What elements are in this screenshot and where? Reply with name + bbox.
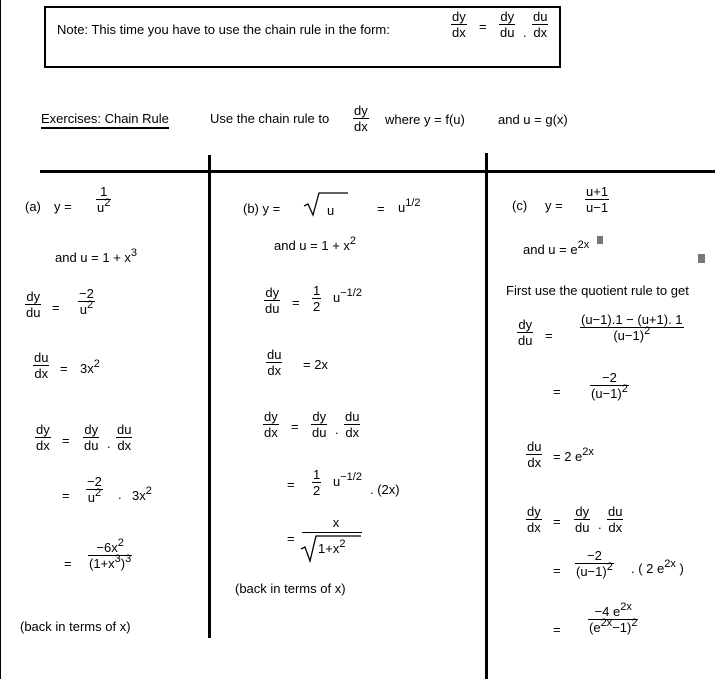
equals-sign: = — [553, 514, 561, 529]
b-dydu: dy du — [265, 285, 280, 316]
a-step-frac: −2 $u^2$ — [87, 474, 102, 505]
b-u-m12-2: $u^{-1/2}$ — [333, 471, 362, 489]
b-u: u — [327, 203, 335, 218]
exercises-intro: Use the chain rule to — [210, 111, 330, 126]
dot: . — [335, 422, 339, 437]
label-c: (c) — [512, 198, 528, 213]
c-times-2e2x: . ( 2 $e^{2x}$ ) — [631, 558, 684, 576]
sqrt-icon — [302, 191, 350, 217]
equals-sign: = — [291, 419, 299, 434]
b-final-den: $1+x^2$ — [318, 538, 346, 556]
col-divider-1a — [208, 155, 211, 375]
equals-sign: = — [545, 328, 553, 343]
equals-sign: = — [62, 433, 70, 448]
equals-sign: = — [52, 300, 60, 315]
note-box — [44, 6, 561, 68]
c-2e2x: = 2 $e^{2x}$ — [553, 446, 594, 464]
b-2x: = 2x — [303, 357, 328, 372]
dot: . — [118, 487, 122, 502]
note-dydx: dy dx — [452, 9, 466, 40]
b-chain-dydx: dy dx — [264, 409, 278, 440]
c-chain-dydu: dy du — [575, 504, 590, 535]
equals-sign: = — [479, 19, 487, 34]
dot: . — [523, 25, 527, 40]
a-chain-dydu: dy du — [84, 422, 99, 453]
c-and-u: and $u = e^{2x}$ — [523, 239, 590, 257]
dot: . — [107, 436, 111, 451]
c-result: −4 $e^{2x}$ $(e^{2x}-1)^2$ — [589, 601, 638, 635]
equals-sign: = — [60, 361, 68, 376]
label-a: (a) — [25, 199, 41, 214]
c-step-frac: −2 $(u-1)^2$ — [576, 548, 613, 579]
equals-sign: = — [287, 477, 295, 492]
label-b: (b) y = — [243, 201, 281, 216]
equals-sign: = — [287, 531, 295, 546]
a-back: (back in terms of x) — [20, 619, 131, 634]
where-text: where y = f(u) — [385, 112, 465, 127]
c-m2: −2 $(u-1)^2$ — [591, 370, 628, 401]
b-final-num: x — [332, 515, 340, 530]
equals-sign: = — [377, 201, 385, 216]
equals-sign: = — [62, 488, 70, 503]
cursor-mark — [597, 236, 603, 244]
b-dudx: du dx — [267, 347, 282, 378]
note-text: Note: This time you have to use the chain rule in the form: — [57, 22, 390, 37]
b-chain-dydu: dy du — [312, 409, 327, 440]
a-chain-dydx: dy dx — [36, 422, 50, 453]
cursor-mark — [698, 254, 705, 263]
equals-sign: = — [553, 384, 561, 399]
c-y: y = — [545, 198, 563, 213]
and-text: and u = g(x) — [498, 112, 568, 127]
a-chain-dudx: du dx — [117, 422, 132, 453]
col-divider-2 — [485, 153, 488, 679]
a-step-3x2: $3x^2$ — [132, 485, 152, 503]
a-dydu: dy du — [26, 289, 41, 320]
b-half: 1 2 — [313, 283, 321, 314]
c-dudx: du dx — [527, 439, 542, 470]
note-dydu: dy du — [500, 9, 515, 40]
intro-dydx: dy dx — [354, 103, 368, 134]
a-minus2-u2: −2 $u^2$ — [79, 286, 94, 317]
note-dudx: du dx — [533, 9, 548, 40]
b-back: (back in terms of x) — [235, 581, 346, 596]
left-edge — [0, 0, 1, 679]
b-times-2x: . (2x) — [370, 482, 400, 497]
a-dudx: du dx — [34, 350, 49, 381]
b-chain-dudx: du dx — [345, 409, 360, 440]
a-3x2: $3x^2$ — [80, 358, 100, 376]
c-quotient-text: First use the quotient rule to get — [506, 283, 689, 298]
equals-sign: = — [292, 295, 300, 310]
a-frac-1-u2: 1 $u^2$ — [97, 184, 111, 215]
c-frac: u+1 u−1 — [586, 184, 609, 215]
c-quotient: (u−1).1 − (u+1). 1 $(u-1)^2$ — [581, 312, 683, 343]
b-u12: $u^{1/2}$ — [398, 197, 421, 215]
b-and-u: and $u = 1 + x^2$ — [274, 235, 357, 253]
c-chain-dydx: dy dx — [527, 504, 541, 535]
c-chain-dudx: du dx — [608, 504, 623, 535]
c-dydu: dy du — [518, 317, 533, 348]
exercises-heading: Exercises: Chain Rule — [41, 111, 169, 129]
b-half2: 1 2 — [313, 467, 321, 498]
col-divider-1b — [208, 375, 211, 638]
dot: . — [598, 517, 602, 532]
a-and-u: and $u = 1 + x^3$ — [55, 247, 138, 265]
table-top-rule — [40, 170, 715, 173]
a-y: y = — [54, 199, 72, 214]
equals-sign: = — [553, 563, 561, 578]
a-result: $-6x^2$ $(1+x^3)^3$ — [89, 537, 132, 571]
b-u-m12: $u^{-1/2}$ — [333, 287, 362, 305]
equals-sign: = — [64, 556, 72, 571]
equals-sign: = — [553, 622, 561, 637]
